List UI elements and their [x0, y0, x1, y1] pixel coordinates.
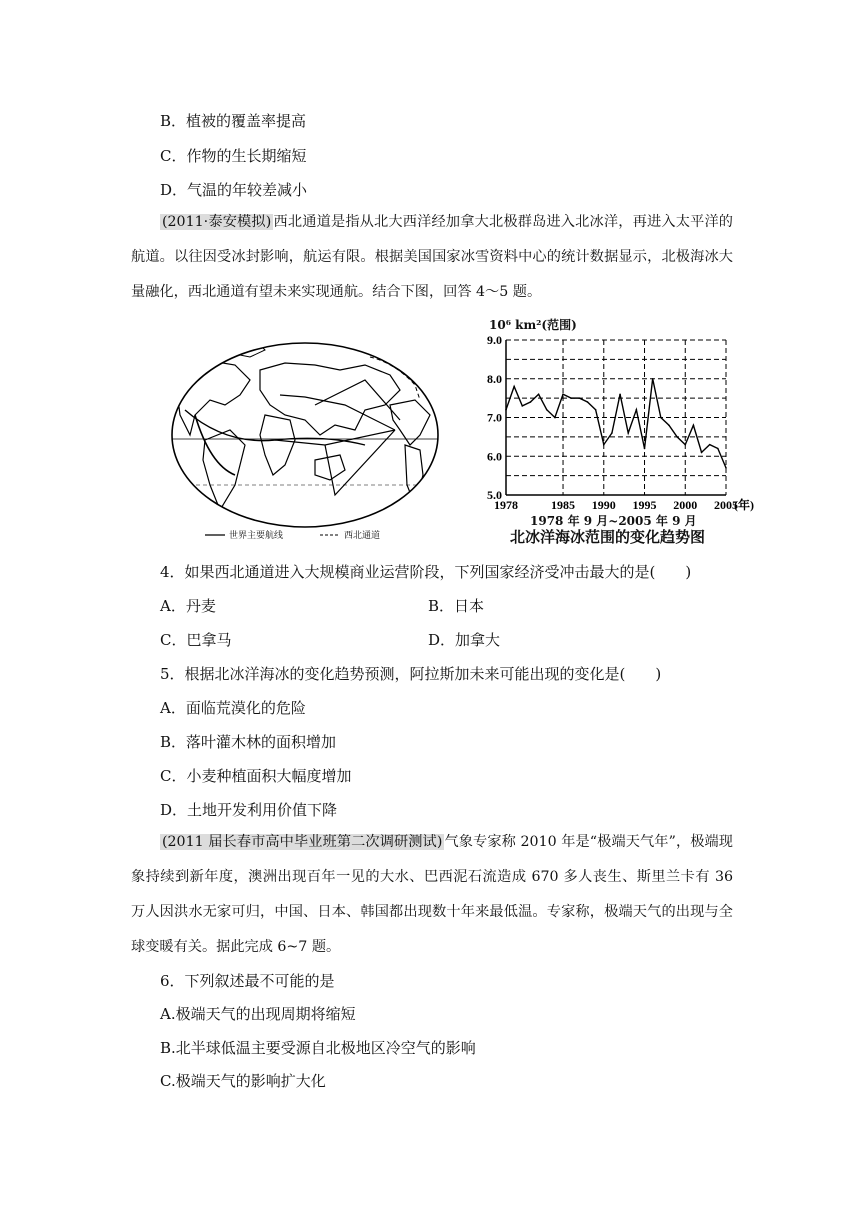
data-point [684, 444, 686, 446]
world-route-map [165, 335, 445, 545]
q5-stem: 5．根据北冰洋海冰的变化趋势预测，阿拉斯加未来可能出现的变化是( ) [160, 665, 662, 683]
data-point [579, 397, 581, 399]
data-point [652, 378, 654, 380]
source-tag: (2011 届长春市高中毕业班第二次调研测试) [162, 834, 443, 850]
passage-text: 气象专家称 2010 年是“极端天气年”，极端现象持续到新年度，澳洲出现百年一见的大水、巴西泥石流造成 670 多人丧生、斯里兰卡有 36 万人因洪水无家可归，中国、日本、韩国都出现数十年来最低温。专家称，极端天气的出现与全球变暖有关。据此完成 6~7 题。 [131, 834, 733, 955]
data-point [619, 393, 621, 395]
data-point [587, 401, 589, 403]
option-d-temperature-range: D．气温的年较差减小 [160, 181, 308, 199]
data-point [554, 417, 556, 419]
option-b-vegetation: B．植被的覆盖率提高 [160, 112, 307, 130]
data-point [644, 448, 646, 450]
q4-option-d: D．加拿大 [428, 631, 501, 649]
y-tick-label: 8.0 [487, 371, 502, 386]
option-c-growing-season: C．作物的生长期缩短 [160, 147, 307, 165]
passage-extreme-weather [131, 825, 733, 965]
q5-option-b: B．落叶灌木林的面积增加 [160, 733, 337, 751]
data-point [701, 452, 703, 454]
q6-option-b: B.北半球低温主要受源自北极地区冷空气的影响 [160, 1039, 476, 1057]
q4-option-b: B．日本 [428, 597, 485, 615]
x-tick-label: 2000 [673, 498, 698, 512]
chart-subtitle: 1978 年 9 月~2005 年 9 月 [530, 514, 697, 528]
data-point [562, 393, 564, 395]
data-point [725, 467, 727, 469]
chart-title: 北冰洋海冰范围的变化趋势图 [510, 528, 706, 546]
data-point [668, 424, 670, 426]
passage-text: 西北通道是指从北大西洋经加拿大北极群岛进入北冰洋，再进入太平洋的航道。以往因受冰封影响，航运有限。根据美国国家冰雪资料中心的统计数据显示，北极海冰大量融化，西北通道有望未来实现通航。结合下图，回答 4～5 题。 [131, 214, 733, 300]
data-point [546, 409, 548, 411]
data-point [505, 409, 507, 411]
x-tick-label: 1978 [494, 498, 518, 512]
y-tick-label: 9.0 [487, 333, 502, 347]
y-tick-label: 5.0 [487, 488, 502, 502]
y-tick-label: 7.0 [487, 410, 502, 425]
q5-option-d: D．土地开发利用价值下降 [160, 801, 338, 819]
data-point [530, 401, 532, 403]
sea-ice-chart [472, 312, 772, 550]
q6-option-a: A.极端天气的出现周期将缩短 [160, 1005, 356, 1023]
legend-northwest-passage: 西北通道 [344, 531, 381, 541]
data-point [676, 436, 678, 438]
data-point [611, 432, 613, 434]
q5-option-a: A．面临荒漠化的危险 [160, 699, 306, 717]
x-tick-label: 2005 [714, 498, 738, 512]
x-tick-label: 1990 [591, 498, 616, 512]
data-point [636, 409, 638, 411]
data-point [717, 448, 719, 450]
q6-stem: 6．下列叙述最不可能的是 [160, 972, 335, 990]
data-point [570, 397, 572, 399]
data-point [521, 405, 523, 407]
source-tag: (2011·泰安模拟) [162, 214, 272, 230]
q5-option-c: C．小麦种植面积大幅度增加 [160, 767, 352, 785]
data-point [538, 393, 540, 395]
q6-option-c: C.极端天气的影响扩大化 [160, 1072, 326, 1090]
data-point [513, 386, 515, 388]
sea-ice-series-line [506, 379, 726, 468]
data-point [660, 417, 662, 419]
x-tick-label: 1985 [551, 498, 576, 512]
data-point [709, 444, 711, 446]
q4-option-a: A．丹麦 [160, 597, 216, 615]
x-axis-label: (年) [734, 498, 754, 512]
data-point [595, 409, 597, 411]
q4-option-c: C．巴拿马 [160, 631, 232, 649]
q4-stem: 4．如果西北通道进入大规模商业运营阶段，下列国家经济受冲击最大的是( ) [160, 563, 692, 581]
y-axis-label: 10⁶ km²(范围) [489, 318, 577, 332]
legend-main-routes: 世界主要航线 [229, 531, 284, 541]
passage-northwest-passage [131, 205, 733, 310]
data-point [693, 424, 695, 426]
y-tick-label: 6.0 [487, 449, 502, 464]
x-tick-label: 1995 [632, 498, 657, 512]
data-point [627, 432, 629, 434]
data-point [603, 444, 605, 446]
